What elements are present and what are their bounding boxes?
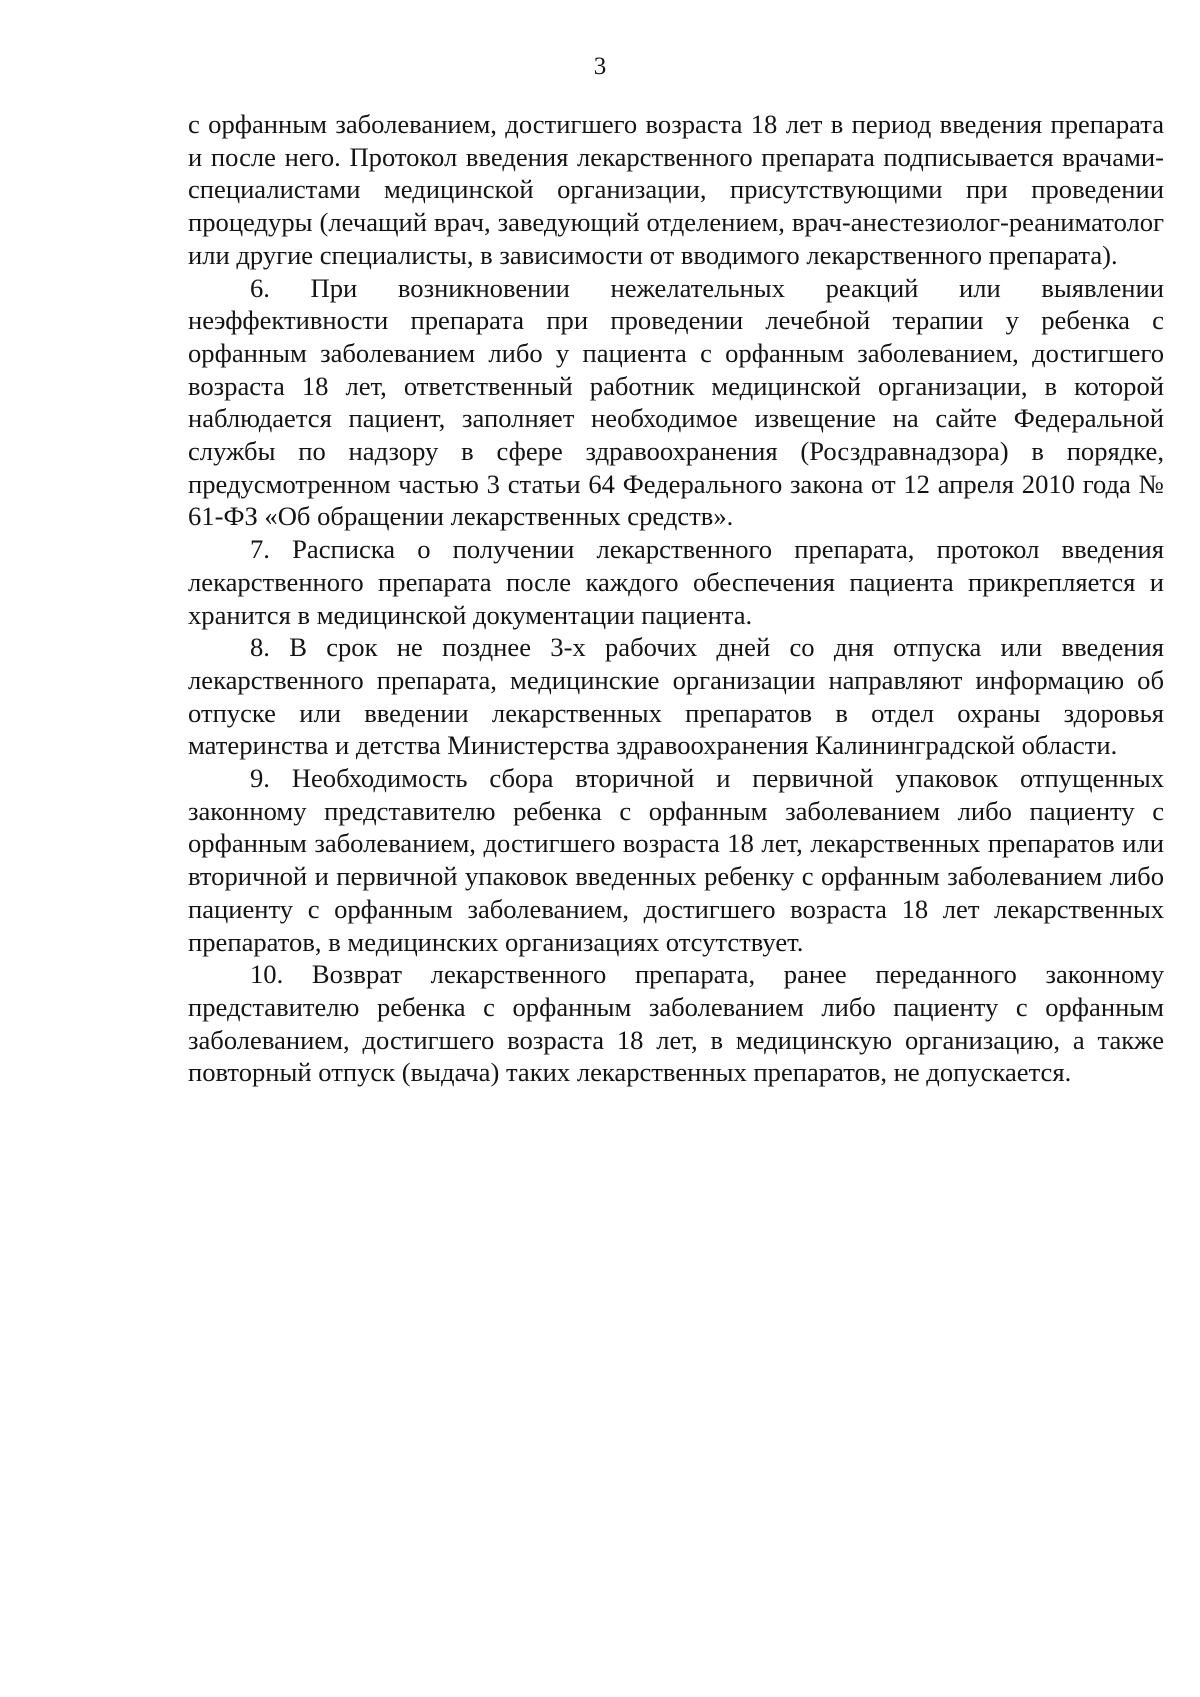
page-number: 3 <box>593 53 607 80</box>
paragraph-item-9: 9. Необходимость сбора вторичной и первичной упаковок отпущенных законному представителю ребенка с орфанным заболеванием либо пациенту с орфанным заболеванием, достигшего возраста 18 лет, лекарственных препаратов или вторичной и первичной упаковок введенных ребенку с орфанным заболеванием либо пациенту с орфанным заболеванием, достигшего возраста 18 лет лекарственных препаратов, в медицинских организациях отсутствует. <box>188 763 1164 957</box>
paragraph-item-10: 10. Возврат лекарственного препарата, ранее переданного законному представителю ребенка с орфанным заболеванием либо пациенту с орфанным заболеванием, достигшего возраста 18 лет, в медицинскую организацию, а также повторный отпуск (выдача) таких лекарственных препаратов, не допускается. <box>188 959 1164 1088</box>
paragraph-item-6: 6. При возникновении нежелательных реакций или выявлении неэффективности препарата при проведении лечебной терапии у ребенка с орфанным заболеванием либо у пациента с орфанным заболеванием, достигшего возраста 18 лет, ответственный работник медицинской организации, в которой наблюдается пациент, заполняет необходимое извещение на сайте Федеральной службы по надзору в сфере здравоохранения (Росздравнадзора) в порядке, предусмотренном частью 3 статьи 64 Федерального закона от 12 апреля 2010 года № 61-ФЗ «Об обращении лекарственных средств». <box>188 272 1164 532</box>
paragraph-item-7: 7. Расписка о получении лекарственного препарата, протокол введения лекарственного препарата после каждого обеспечения пациента прикрепляется и хранится в медицинской документации пациента. <box>188 534 1164 630</box>
document-body <box>188 108 1164 1089</box>
paragraph-continuation: с орфанным заболеванием, достигшего возраста 18 лет в период введения препарата и после него. Протокол введения лекарственного препарата подписывается врачами-специалистами медицинской организации, присутствующими при проведении процедуры (лечащий врач, заведующий отделением, врач-анестезиолог-реаниматолог или другие специалисты, в зависимости от вводимого лекарственного препарата). <box>188 109 1164 270</box>
paragraph-item-8: 8. В срок не позднее 3-х рабочих дней со дня отпуска или введения лекарственного препарата, медицинские организации направляют информацию об отпуске или введении лекарственных препаратов в отдел охраны здоровья материнства и детства Министерства здравоохранения Калининградской области. <box>188 632 1164 761</box>
